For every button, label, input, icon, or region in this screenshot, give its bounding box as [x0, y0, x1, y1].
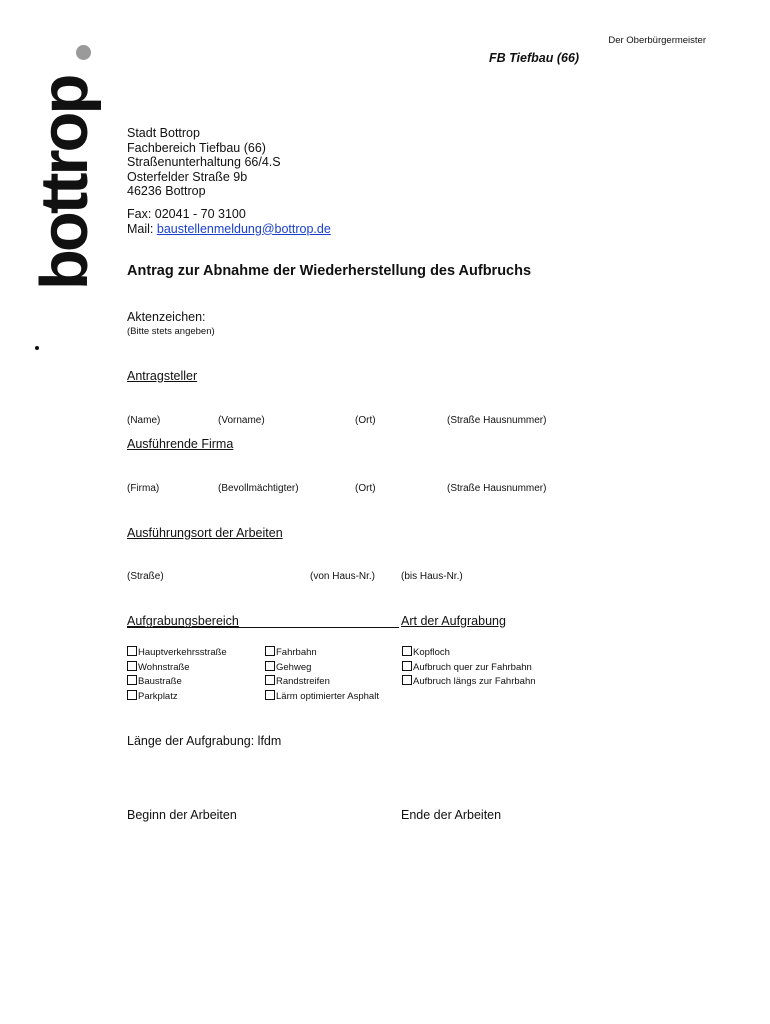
- checkbox[interactable]: [265, 690, 275, 700]
- beginn-arbeiten: Beginn der Arbeiten: [127, 808, 237, 822]
- address-line: Fachbereich Tiefbau (66): [127, 140, 266, 155]
- field-bevollmaechtigter: (Bevollmächtigter): [218, 483, 299, 494]
- address-line: Osterfelder Straße 9b: [127, 169, 248, 184]
- checkbox[interactable]: [265, 675, 275, 685]
- checkbox-item[interactable]: [127, 646, 227, 661]
- field-strasse: (Straße): [127, 571, 164, 582]
- address-line: Straßenunterhaltung 66/4.S: [127, 155, 281, 169]
- checkbox-item[interactable]: [265, 690, 379, 705]
- checkbox-label: Aufbruch quer zur Fahrbahn: [413, 661, 532, 673]
- field-von-hausnr: (von Haus-Nr.): [310, 571, 376, 582]
- bereich-col2: [265, 646, 379, 704]
- aktenzeichen-hint: (Bitte stets angeben): [127, 326, 215, 337]
- checkbox-item[interactable]: [402, 646, 536, 661]
- contact-block: [127, 207, 331, 236]
- checkbox-item[interactable]: [402, 661, 536, 676]
- field-firma-strasse: (Straße Hausnummer): [447, 483, 547, 494]
- checkbox-label: Randstreifen: [276, 676, 330, 687]
- checkbox[interactable]: [402, 675, 412, 685]
- checkbox-item[interactable]: [265, 675, 379, 690]
- aktenzeichen-label: Aktenzeichen:: [127, 310, 206, 324]
- checkbox-item[interactable]: [127, 661, 227, 676]
- field-vorname: (Vorname): [218, 415, 265, 426]
- field-strasse-hausnummer: (Straße Hausnummer): [447, 415, 547, 426]
- checkbox[interactable]: [127, 646, 137, 656]
- checkbox-label: Lärm optimierter Asphalt: [276, 690, 379, 702]
- checkbox-label: Aufbruch längs zur Fahrbahn: [413, 676, 536, 687]
- field-firma-ort: (Ort): [355, 483, 376, 494]
- ende-arbeiten: Ende der Arbeiten: [401, 808, 502, 822]
- checkbox[interactable]: [265, 661, 275, 671]
- ausfuehrungsort-heading: Ausführungsort der Arbeiten: [127, 526, 283, 540]
- checkbox-label: Fahrbahn: [276, 647, 317, 658]
- department-heading: FB Tiefbau (66): [489, 51, 580, 65]
- mail-line: [127, 222, 331, 237]
- address-block: [127, 126, 281, 199]
- checkbox-label: Wohnstraße: [138, 661, 190, 673]
- address-line: 46236 Bottrop: [127, 184, 206, 198]
- antragsteller-heading: Antragsteller: [127, 369, 198, 383]
- checkbox-label: Parkplatz: [138, 690, 178, 702]
- checkbox-label: Gehweg: [276, 661, 312, 673]
- checkbox-label: Kopfloch: [413, 647, 450, 658]
- field-bis-hausnr: (bis Haus-Nr.): [401, 571, 463, 582]
- checkbox-item[interactable]: [127, 675, 227, 690]
- checkbox[interactable]: [265, 646, 275, 656]
- logo-dot: [76, 45, 91, 60]
- laenge-aufgrabung: Länge der Aufgrabung: lfdm: [127, 734, 282, 748]
- checkbox[interactable]: [127, 690, 137, 700]
- margin-bullet: [35, 346, 39, 350]
- firma-heading: Ausführende Firma: [127, 437, 234, 451]
- header-top-right: Der Oberbürgermeister: [608, 35, 706, 46]
- art-aufgrabung-heading: Art der Aufgrabung: [401, 614, 506, 628]
- mail-link[interactable]: baustellenmeldung@bottrop.de: [156, 221, 331, 236]
- form-title: Antrag zur Abnahme der Wiederherstellung des Aufbruchs: [127, 263, 532, 279]
- checkbox[interactable]: [127, 675, 137, 685]
- checkbox[interactable]: [402, 646, 412, 656]
- checkbox-item[interactable]: [127, 690, 227, 705]
- logo-wordmark: bottrop: [27, 76, 102, 290]
- field-firma: (Firma): [127, 483, 160, 494]
- art-col: [402, 646, 536, 690]
- fax-number: Fax: 02041 - 70 3100: [127, 207, 246, 221]
- mail-label: Mail:: [127, 221, 157, 236]
- field-name: (Name): [127, 415, 161, 426]
- aufgrabungsbereich-heading: Aufgrabungsbereich: [127, 614, 239, 628]
- address-line: Stadt Bottrop: [127, 126, 200, 140]
- checkbox-item[interactable]: [402, 675, 536, 690]
- checkbox-item[interactable]: [265, 646, 379, 661]
- field-ort: (Ort): [355, 415, 376, 426]
- checkbox[interactable]: [402, 661, 412, 671]
- checkbox-item[interactable]: [265, 661, 379, 676]
- checkbox-label: Baustraße: [138, 676, 182, 687]
- checkbox-label: Hauptverkehrsstraße: [138, 647, 227, 658]
- bereich-col1: [127, 646, 227, 704]
- heading-underline: [127, 627, 399, 628]
- checkbox[interactable]: [127, 661, 137, 671]
